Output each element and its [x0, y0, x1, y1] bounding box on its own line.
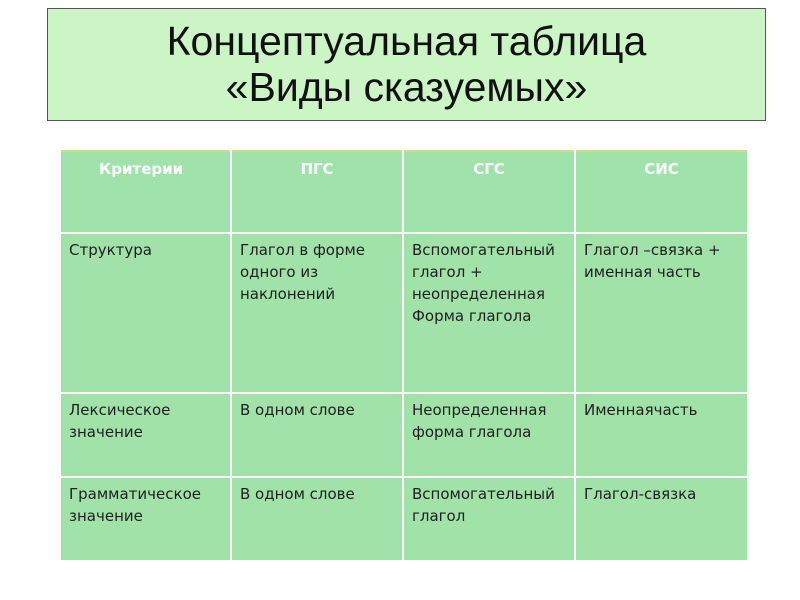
header-criteria: Критерии: [61, 151, 231, 233]
page-subtitle: «Виды сказуемых»: [225, 64, 588, 110]
cell-lexical-sgs: Неопределенная форма глагола: [403, 393, 575, 477]
header-sgs: СГС: [403, 151, 575, 233]
concept-table: [61, 150, 747, 560]
row-label-grammatical: Грамматическое значение: [61, 477, 231, 560]
cell-structure-pgs: Глагол в форме одного из наклонений: [231, 233, 403, 393]
table-header-row: [61, 151, 747, 233]
cell-lexical-sis: Именнаячасть: [575, 393, 747, 477]
concept-table-container: [61, 150, 747, 560]
cell-grammatical-sis: Глагол-связка: [575, 477, 747, 560]
title-box: [47, 8, 766, 121]
page-title: Концептуальная таблица: [166, 18, 647, 64]
cell-lexical-pgs: В одном слове: [231, 393, 403, 477]
header-sis: СИС: [575, 151, 747, 233]
cell-grammatical-pgs: В одном слове: [231, 477, 403, 560]
cell-grammatical-sgs: Вспомогательный глагол: [403, 477, 575, 560]
table-row: [61, 477, 747, 560]
cell-structure-sgs: Вспомогательный глагол + неопределенная Форма глагола: [403, 233, 575, 393]
table-row: [61, 393, 747, 477]
header-pgs: ПГС: [231, 151, 403, 233]
cell-structure-sis: Глагол –связка + именная часть: [575, 233, 747, 393]
row-label-lexical: Лексическое значение: [61, 393, 231, 477]
row-label-structure: Структура: [61, 233, 231, 393]
table-row: [61, 233, 747, 393]
